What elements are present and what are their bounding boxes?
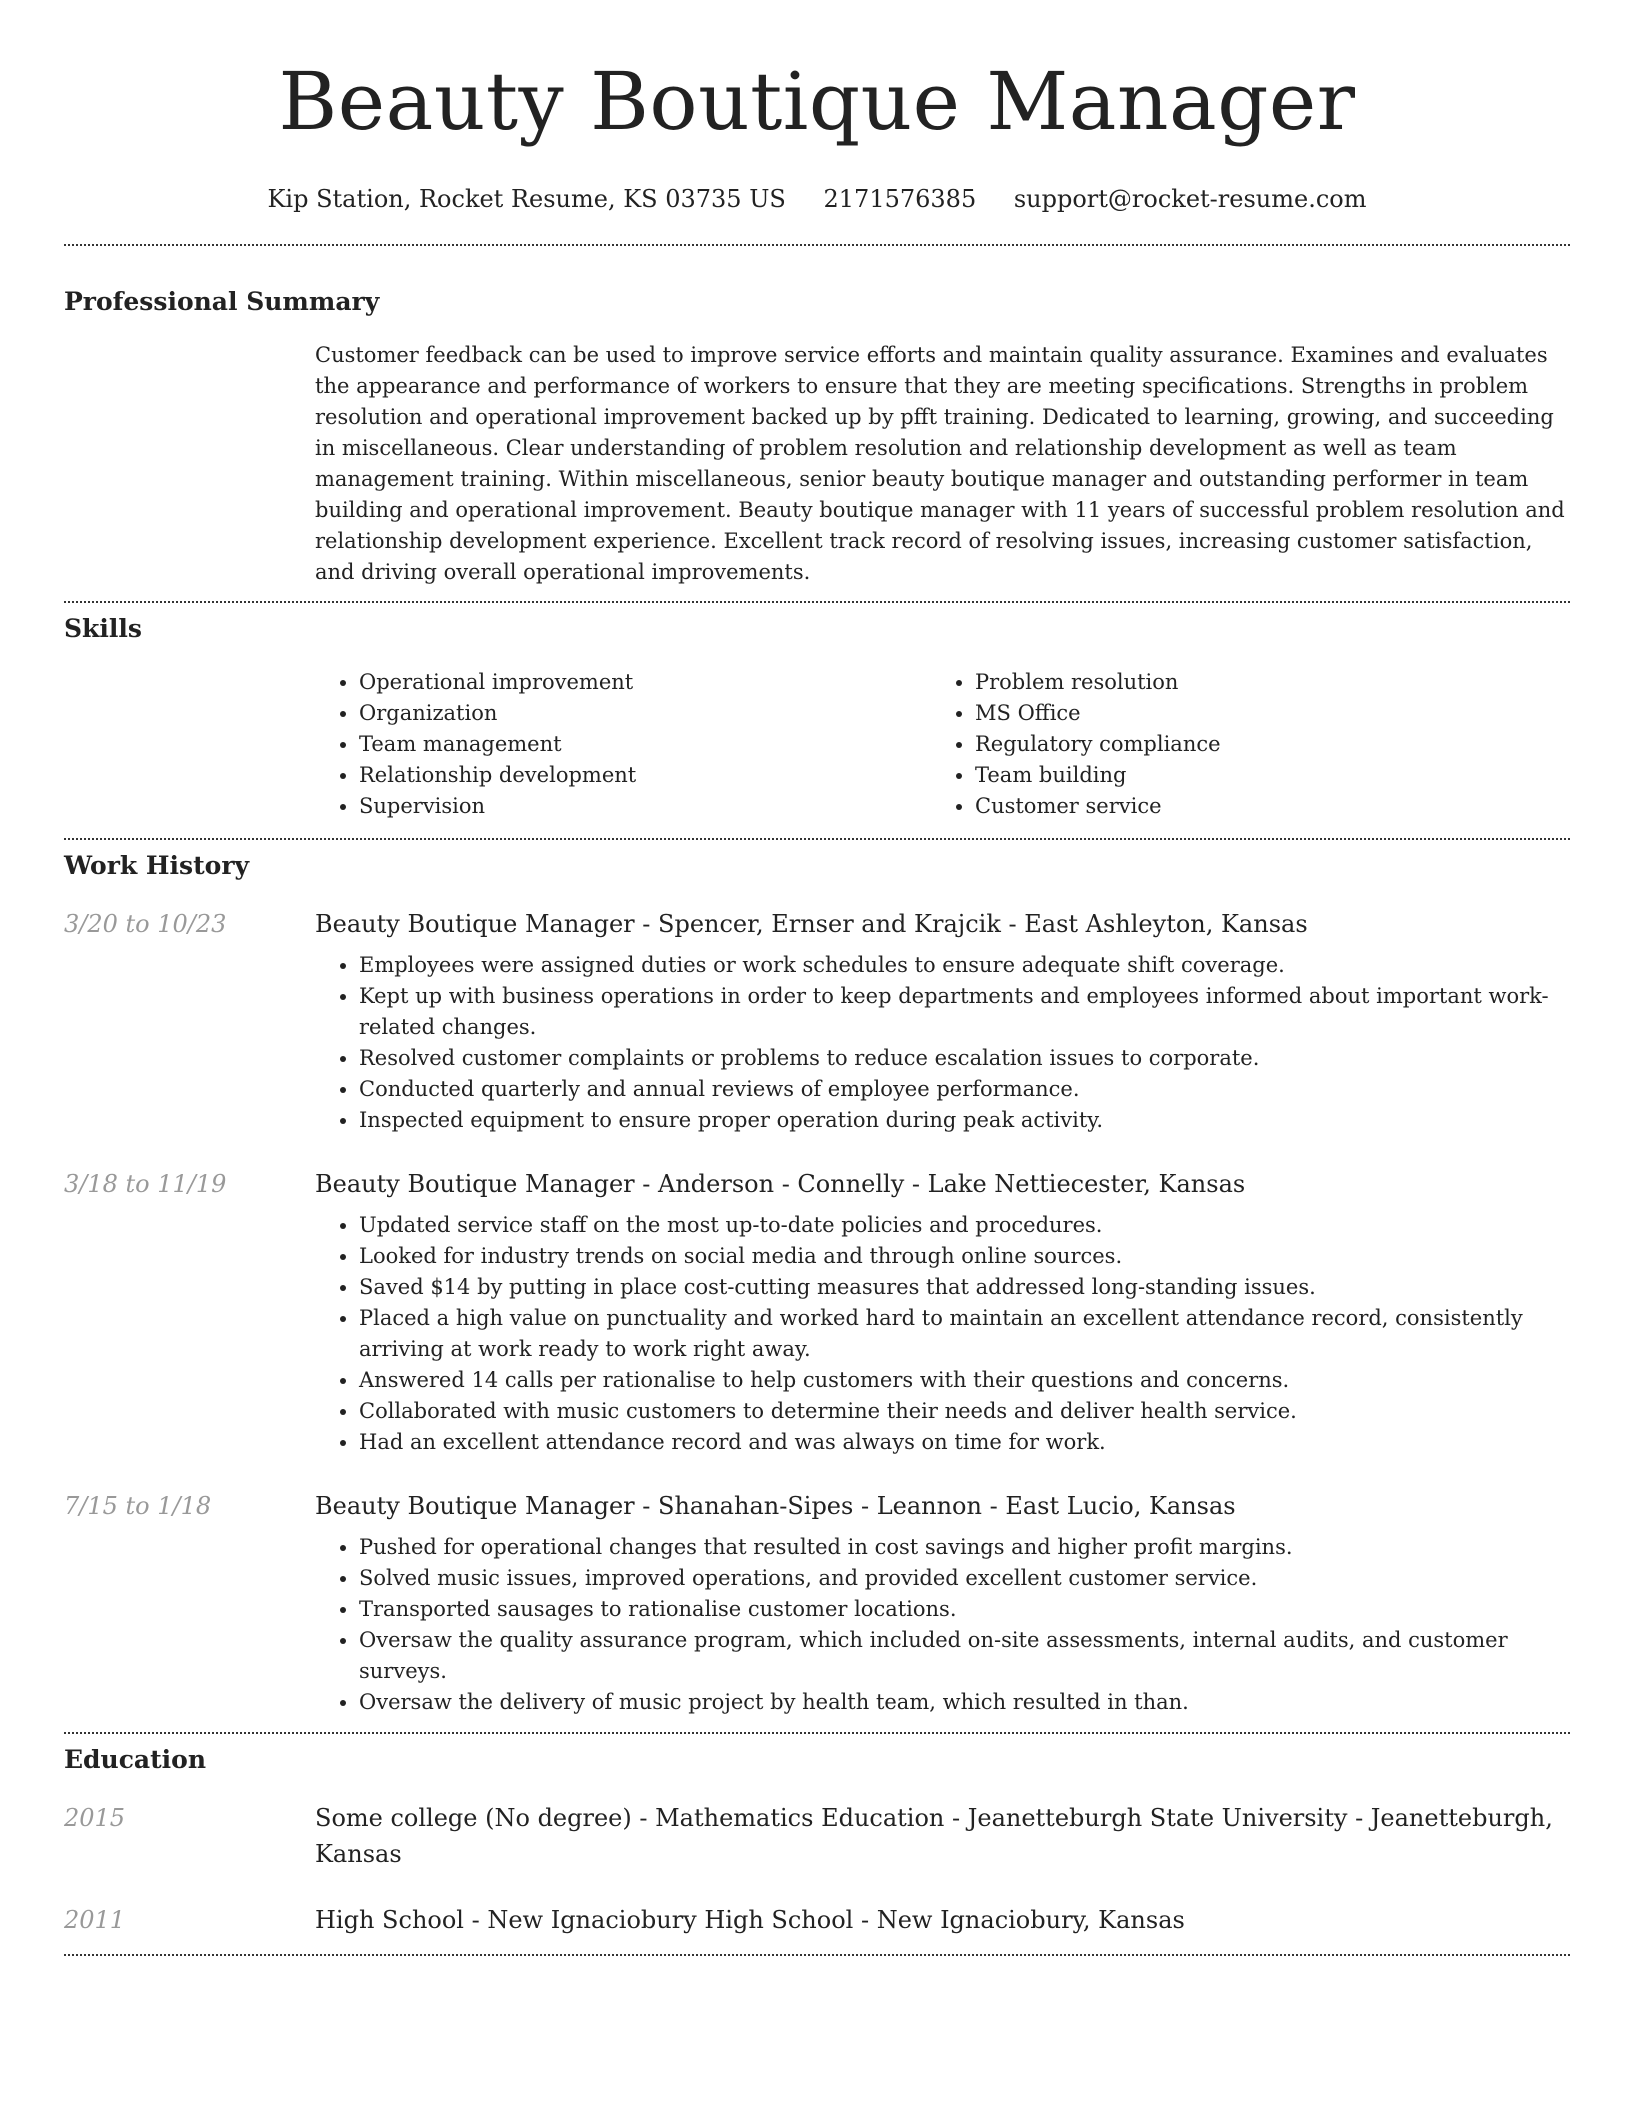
skill-item: • Problem resolution	[975, 667, 1547, 698]
summary-section	[64, 286, 1570, 588]
education-section	[64, 1744, 1570, 1938]
job-heading: Beauty Boutique Manager - Spencer, Ernser and Krajcik - East Ashleyton, Kansas	[315, 910, 1308, 938]
section-title-work: Work History	[64, 851, 250, 880]
divider	[64, 1954, 1570, 1956]
contact-phone: 2171576385	[823, 185, 977, 213]
job-bullet: • Employees were assigned duties or work schedules to ensure adequate shift coverage.	[359, 950, 1570, 981]
section-title-skills: Skills	[64, 614, 142, 643]
divider	[64, 1732, 1570, 1734]
resume-page	[64, 0, 1570, 1956]
divider	[64, 244, 1570, 246]
skill-item: • Relationship development	[359, 760, 931, 791]
job-heading: Beauty Boutique Manager - Shanahan-Sipes - Leannon - East Lucio, Kansas	[315, 1492, 1236, 1520]
skill-item: • Supervision	[359, 791, 931, 822]
job-entry	[64, 1488, 1570, 1718]
job-bullets	[315, 1532, 1570, 1718]
summary-text: Customer feedback can be used to improve service efforts and maintain quality assurance. Examines and evaluates the appearance and performance of workers to ensure that they are meeting specifications. Strengths in problem resolution and operational improvement backed up by pfft training. Dedicated to learning, growing, and succeeding in miscellaneous. Clear understanding of problem resolution and relationship development as well as team management training. Within miscellaneous, senior beauty boutique manager and outstanding performer in team building and operational improvement. Beauty boutique manager with 11 years of successful problem resolution and relationship development experience. Excellent track record of resolving issues, increasing customer satisfaction, and driving overall operational improvements.	[315, 343, 1565, 584]
education-date: 2015	[64, 1804, 126, 1832]
job-date: 7/15 to 1/18	[64, 1492, 212, 1520]
job-title: Beauty Boutique Manager	[315, 910, 635, 938]
job-date: 3/18 to 11/19	[64, 1170, 227, 1198]
job-bullet: • Placed a high value on punctuality and worked hard to maintain an excellent attendance record, consistently arriving at work ready to work right away.	[359, 1303, 1570, 1365]
skills-list-right	[931, 667, 1547, 822]
job-bullet: • Inspected equipment to ensure proper operation during peak activity.	[359, 1105, 1570, 1136]
skill-item: • Operational improvement	[359, 667, 931, 698]
education-text: High School - New Ignaciobury High School - New Ignaciobury, Kansas	[315, 1906, 1185, 1934]
divider	[64, 838, 1570, 840]
job-company: Spencer, Ernser and Krajcik	[658, 910, 1001, 938]
divider	[64, 601, 1570, 603]
skill-item: • Organization	[359, 698, 931, 729]
job-location: East Ashleyton, Kansas	[1024, 910, 1308, 938]
job-bullet: • Pushed for operational changes that resulted in cost savings and higher profit margins.	[359, 1532, 1570, 1563]
job-date: 3/20 to 10/23	[64, 910, 227, 938]
resume-name: Beauty Boutique Manager	[278, 55, 1356, 148]
education-date: 2011	[64, 1906, 126, 1934]
job-bullet: • Looked for industry trends on social media and through online sources.	[359, 1241, 1570, 1272]
job-bullet: • Transported sausages to rationalise customer locations.	[359, 1594, 1570, 1625]
job-bullet: • Had an excellent attendance record and was always on time for work.	[359, 1427, 1570, 1458]
job-bullet: • Saved $14 by putting in place cost-cutting measures that addressed long-standing issues.	[359, 1272, 1570, 1303]
job-bullet: • Answered 14 calls per rationalise to help customers with their questions and concerns.	[359, 1365, 1570, 1396]
education-text: Some college (No degree) - Mathematics Education - Jeanetteburgh State University - Jeanetteburgh, Kansas	[315, 1804, 1553, 1868]
skill-item: • Team management	[359, 729, 931, 760]
job-bullet: • Kept up with business operations in order to keep departments and employees informed about important work-related changes.	[359, 981, 1570, 1043]
skill-item: • MS Office	[975, 698, 1547, 729]
education-entry	[64, 1902, 1570, 1938]
job-bullet: • Resolved customer complaints or problems to reduce escalation issues to corporate.	[359, 1043, 1570, 1074]
section-title-education: Education	[64, 1745, 207, 1774]
job-bullet: • Oversaw the quality assurance program, which included on-site assessments, internal audits, and customer surveys.	[359, 1625, 1570, 1687]
education-entry	[64, 1800, 1570, 1872]
contact-email: support@rocket-resume.com	[1013, 185, 1367, 213]
job-bullet: • Oversaw the delivery of music project by health team, which resulted in than.	[359, 1687, 1570, 1718]
job-entry	[64, 906, 1570, 1136]
job-title: Beauty Boutique Manager	[315, 1492, 635, 1520]
job-bullets	[315, 950, 1570, 1136]
contact-address: Kip Station, Rocket Resume, KS 03735 US	[267, 185, 786, 213]
job-bullet: • Solved music issues, improved operations, and provided excellent customer service.	[359, 1563, 1570, 1594]
job-location: East Lucio, Kansas	[1005, 1492, 1236, 1520]
section-title-summary: Professional Summary	[64, 287, 380, 316]
job-heading: Beauty Boutique Manager - Anderson - Connelly - Lake Nettiecester, Kansas	[315, 1170, 1246, 1198]
job-entry	[64, 1166, 1570, 1458]
job-location: Lake Nettiecester, Kansas	[927, 1170, 1246, 1198]
skills-section	[64, 613, 1570, 822]
job-company: Shanahan-Sipes - Leannon	[658, 1492, 982, 1520]
job-bullets	[315, 1210, 1570, 1458]
job-bullet: • Conducted quarterly and annual reviews of employee performance.	[359, 1074, 1570, 1105]
work-section	[64, 850, 1570, 1718]
job-bullet: • Collaborated with music customers to determine their needs and deliver health service.	[359, 1396, 1570, 1427]
job-bullet: • Updated service staff on the most up-to-date policies and procedures.	[359, 1210, 1570, 1241]
skill-item: • Customer service	[975, 791, 1547, 822]
skill-item: • Regulatory compliance	[975, 729, 1547, 760]
job-company: Anderson - Connelly	[658, 1170, 905, 1198]
skill-item: • Team building	[975, 760, 1547, 791]
job-title: Beauty Boutique Manager	[315, 1170, 635, 1198]
skills-list-left	[315, 667, 931, 822]
contact-line	[64, 184, 1570, 214]
